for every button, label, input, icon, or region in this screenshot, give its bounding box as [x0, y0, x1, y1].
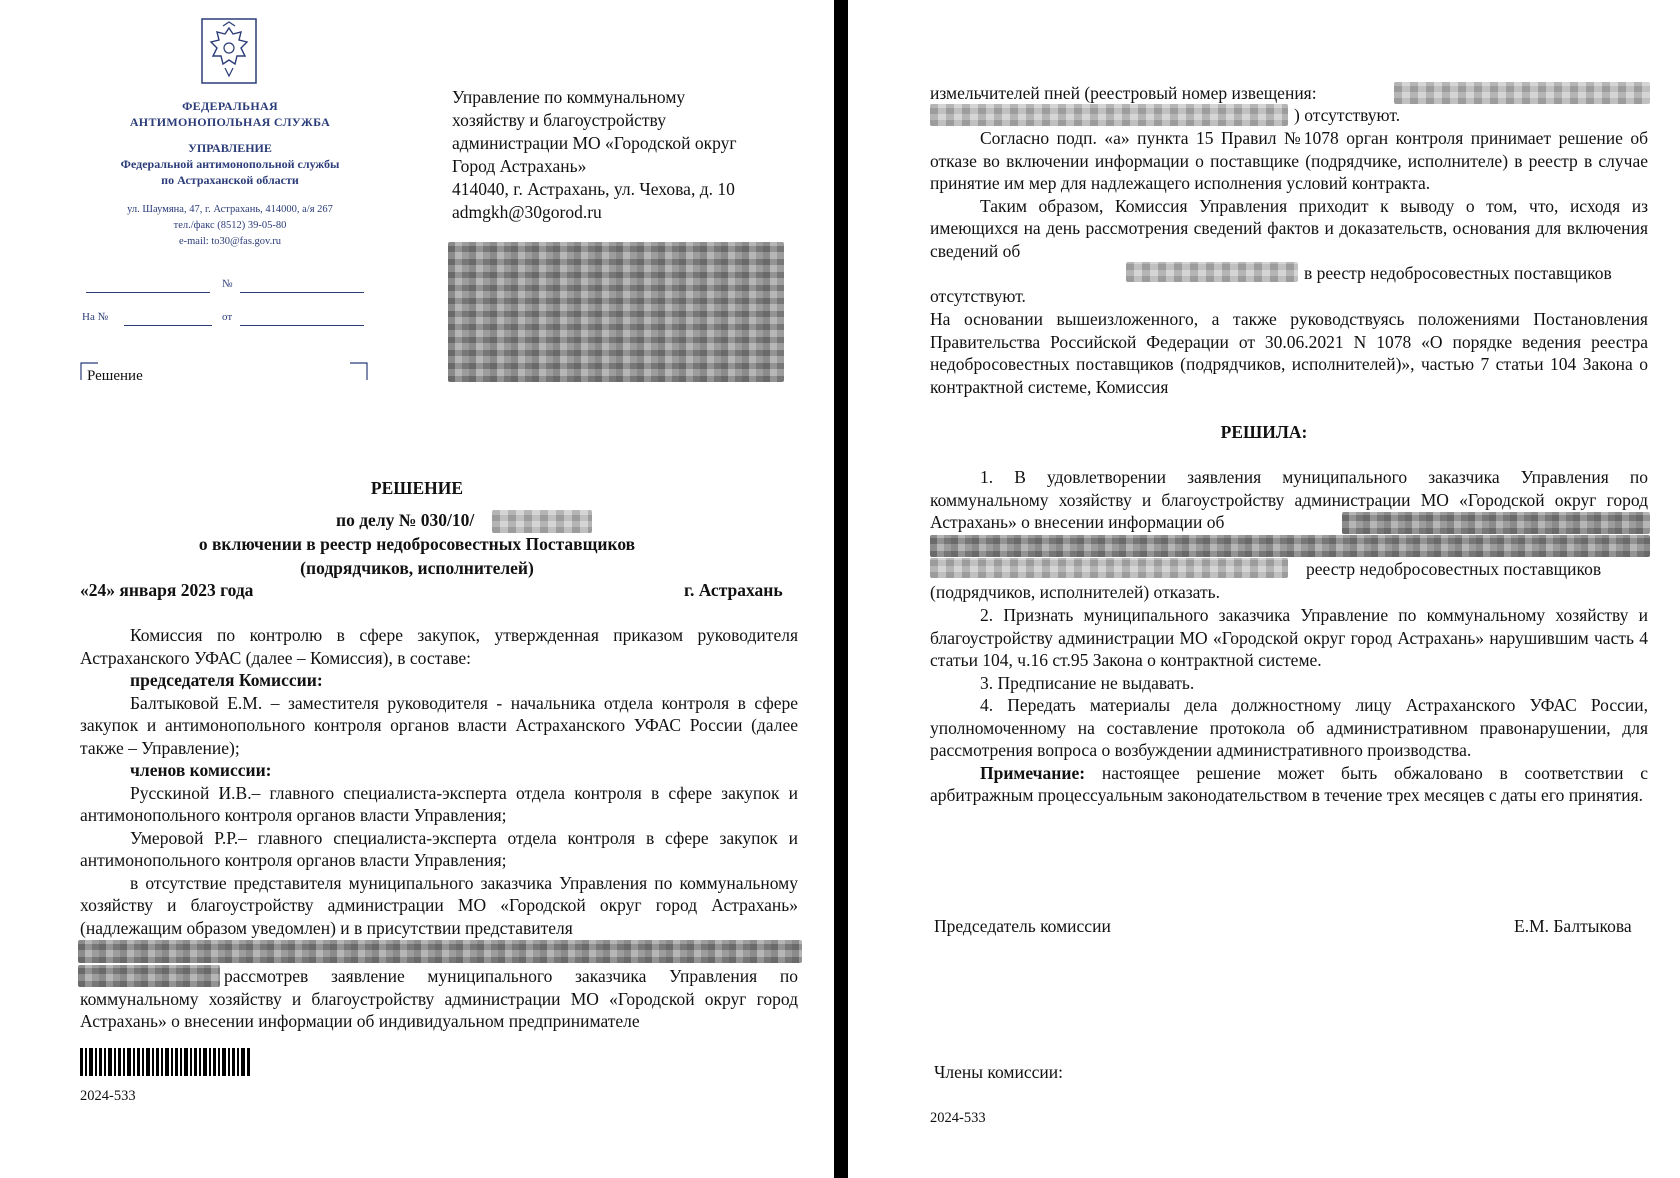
subtitle-line-1: о включении в реестр недобросовестных Поставщиков [198, 534, 636, 554]
letterhead-contacts [60, 202, 400, 250]
members-title: Члены комиссии: [934, 1062, 1063, 1082]
number-sign: № [222, 278, 233, 290]
agency-line-1: ФЕДЕРАЛЬНАЯ [182, 99, 278, 113]
redacted-notice-number-1 [1394, 82, 1650, 104]
agency-name [60, 98, 400, 130]
subject-line: Решение [87, 368, 143, 384]
from-date-line [240, 325, 364, 326]
rule-paragraph: Согласно подп. «а» пункта 15 Правил №1078 орган контроля принимает решение об отказе во включении информации о поставщике (подрядчике, исполнителе) в реестр в случае принятие им мер для надлежащего исполнения условий контракта. [930, 128, 1648, 193]
decision-item-1-registry: реестр недобросовестных поставщиков [1306, 559, 1602, 579]
decision-date: «24» января 2023 года [80, 580, 254, 600]
notice-absent: ) отсутствуют. [1294, 105, 1401, 125]
dept-line-1: УПРАВЛЕНИЕ [188, 141, 272, 155]
decision-city: г. Астрахань [684, 580, 783, 600]
note-text: настоящее решение может быть обжаловано в соответствии с арбитражным процессуальным законодательством в течение трех месяцев с даты его принятия. [930, 762, 1648, 805]
department-name [60, 140, 400, 188]
from-label: от [222, 311, 233, 323]
conclusion-paragraph: Таким образом, Комиссия Управления приходит к выводу о том, что, исходя из имеющихся на день рассмотрения сведений фактов и доказательств, основания для включения сведений об [930, 195, 1648, 261]
coat-of-arms-icon [201, 18, 257, 84]
page-right [848, 0, 1680, 1178]
doc-number-left: 2024-533 [80, 1088, 136, 1104]
decision-item-2: 2. Признать муниципального заказчика Управление по коммунальному хозяйству и благоустройству администрации МО «Городской округ город Астрахань» нарушившим часть 4 статьи 104, ч.16 ст.95 Закона о контрактной системе. [930, 605, 1648, 670]
on-number-line [124, 325, 212, 326]
letterhead-address: ул. Шаумяна, 47, г. Астрахань, 414000, а/я 267 [127, 204, 333, 215]
barcode [80, 1048, 250, 1076]
addressee-block: Управление по коммунальному хозяйству и благоустройству администрации МО «Городской округ Город Астрахань» 414040, г. Астрахань, ул. Чехова, д. 10 admgkh@30gorod.ru [452, 87, 737, 222]
chair-label: председателя Комиссии: [130, 670, 323, 690]
decision-item-1: 1. В удовлетворении заявления муниципального заказчика Управления по коммунальному хозяйству и благоустройству администрации МО «Городской округ город Астрахань» о внесении информации об [930, 467, 1648, 532]
agency-line-2: АНТИМОНОПОЛЬНАЯ СЛУЖБА [129, 115, 331, 129]
dept-line-2: Федеральной антимонопольной службы [120, 157, 340, 171]
corner-mark-right [350, 362, 368, 380]
note-label: Примечание: [980, 762, 1086, 783]
redacted-entrepreneur-2 [930, 535, 1650, 557]
redacted-representative-line-1 [78, 940, 802, 963]
commission-intro: Комиссия по контролю в сфере закупок, утвержденная приказом руководителя Астраханского УФАС (далее – Комиссия), в составе: [80, 625, 798, 668]
conclusion-absent: отсутствуют. [930, 286, 1026, 306]
decision-items [930, 604, 1648, 807]
redacted-notice-number-2 [930, 104, 1288, 126]
consideration-paragraph: рассмотрев заявление муниципального заказчика Управления по коммунальному хозяйству и благоустройству администрации МО «Городской округ город Астрахань» о внесении информации об индивидуальном предпринимателе [80, 966, 798, 1031]
decision-item-3: 3. Предписание не выдавать. [980, 672, 1195, 693]
redacted-entrepreneur-1 [1342, 512, 1650, 534]
doc-number-right: 2024-533 [930, 1110, 986, 1126]
on-number-label: На № [82, 311, 109, 323]
redacted-supplier [1126, 262, 1298, 282]
page-title: РЕШЕНИЕ [370, 478, 464, 498]
chair-signature-name: Е.М. Балтыкова [1514, 916, 1632, 936]
absence-paragraph: в отсутствие представителя муниципального заказчика Управления по коммунальному хозяйству и благоустройству администрации МО «Городской округ город Астрахань» (надлежащим образом уведомлен) и в присутствии представителя [80, 872, 798, 938]
dept-line-3: по Астраханской области [161, 173, 299, 187]
chair-description: Балтыковой Е.М. – заместителя руководителя - начальника отдела контроля в сфере закупок и антимонопольного контроля органов власти Астраханского УФАС России (далее также – Управление); [80, 692, 798, 758]
redacted-case-number [492, 510, 592, 533]
notice-number-line: измельчителей пней (реестровый номер извещения: [930, 83, 1317, 103]
case-number: по делу № 030/10/ [336, 510, 475, 530]
note-paragraph [930, 762, 1648, 807]
letterhead-phone: тел./факс (8512) 39-05-80 [173, 220, 287, 231]
outgoing-number-line [86, 292, 210, 293]
decision-item-4: 4. Передать материалы дела должностному лицу Астраханского УФАС России, уполномоченному на составление протокола об административном правонарушении, для рассмотрения вопроса о возбуждении административного производства. [930, 695, 1648, 760]
letterhead-email: e-mail: to30@fas.gov.ru [178, 236, 281, 247]
page-left [0, 0, 834, 1178]
subtitle-line-2: (подрядчиков, исполнителей) [300, 558, 534, 578]
decision-item-1-refuse: (подрядчиков, исполнителей) отказать. [930, 582, 1220, 602]
redacted-entrepreneur-3 [930, 558, 1288, 578]
right-body-top [930, 127, 1648, 262]
redacted-addressee [448, 242, 784, 382]
page-divider [834, 0, 848, 1178]
members-label: членов комиссии: [130, 760, 272, 780]
basis-paragraph: На основании вышеизложенного, а также руководствуясь положениями Постановления Правительства Российской Федерации от 30.06.2021 N 1078 «О порядке ведения реестра недобросовестных поставщиков (подрядчиков, исполнителей)», частью 7 статьи 104 Закона о контрактной системе, Комиссия [930, 309, 1648, 397]
chair-title: Председатель комиссии [934, 916, 1111, 936]
left-body [80, 624, 798, 939]
outgoing-number-value-line [240, 292, 364, 293]
decided-heading: РЕШИЛА: [1220, 422, 1308, 442]
member-1: Русскиной И.В.– главного специалиста-эксперта отдела контроля в сфере закупок и антимонопольного контроля органов власти Управления; [80, 782, 798, 825]
conclusion-registry: в реестр недобросовестных поставщиков [1304, 263, 1612, 283]
member-2: Умеровой Р.Р.– главного специалиста-эксперта отдела контроля в сфере закупок и антимонопольного контроля органов власти Управления; [80, 827, 798, 870]
